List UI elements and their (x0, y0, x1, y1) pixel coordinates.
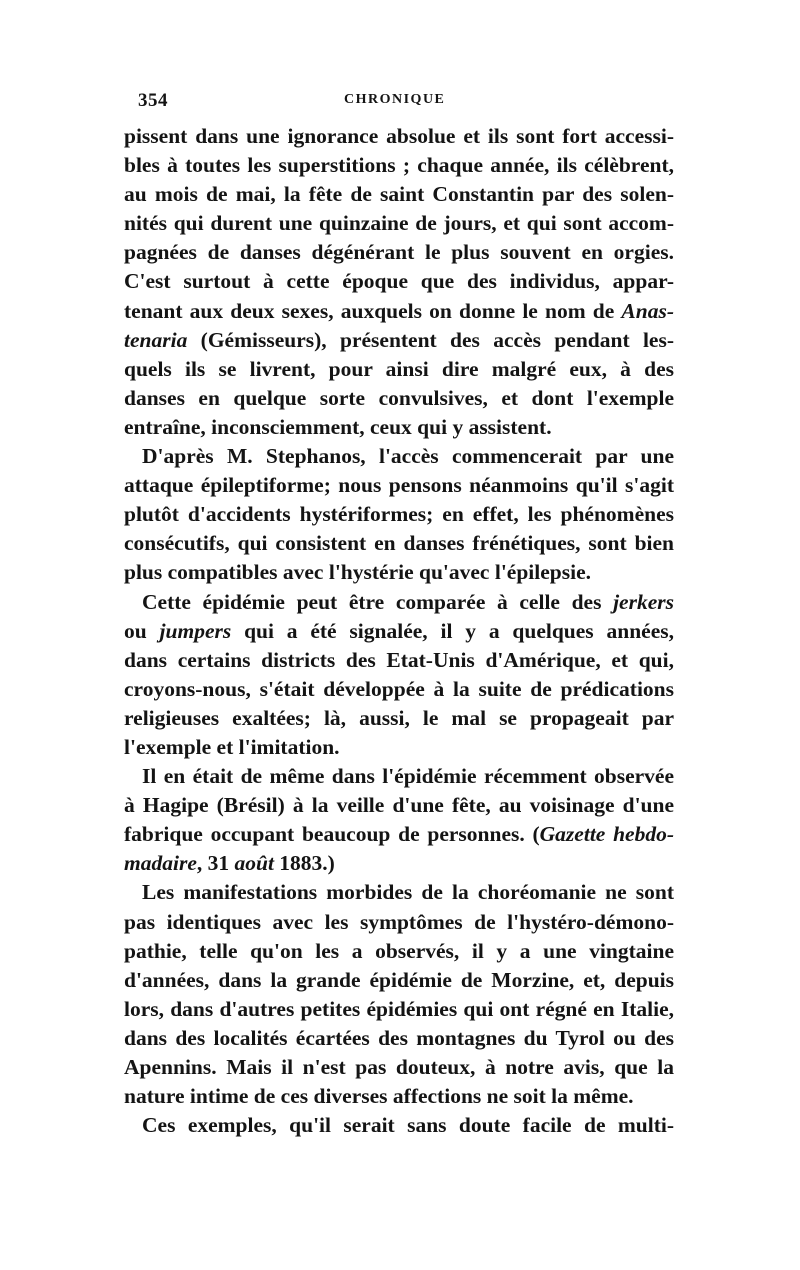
text-line: dans certains districts des Etat-Unis d'Amérique, et qui, (124, 647, 674, 672)
text-line: consécutifs, qui consistent en danses frénétiques, sont bien (124, 531, 674, 556)
text-line (124, 326, 674, 355)
italic-term: jerkers (613, 589, 674, 614)
text-segment: ou (124, 618, 160, 643)
italic-term: madaire (124, 851, 197, 876)
text-line (124, 297, 674, 326)
text-segment: 1883.) (273, 851, 335, 876)
text-line: danses en quelque sorte convulsives, et dont l'exemple (124, 385, 674, 410)
text-line: plutôt d'accidents hystériformes; en effet, les phénomènes (124, 502, 674, 527)
text-line: nature intime de ces diverses affections ne soit la même. (124, 1084, 634, 1109)
text-line: Il en était de même dans l'épidémie récemment observée (142, 764, 674, 789)
text-line: Les manifestations morbides de la choréomanie ne sont (142, 880, 674, 905)
text-line: croyons-nous, s'était développée à la suite de prédications (124, 676, 674, 701)
text-line: plus compatibles avec l'hystérie qu'avec l'épilepsie. (124, 560, 592, 585)
text-segment: fabrique occupant beaucoup de personnes. ( (124, 822, 540, 847)
page-number: 354 (138, 90, 168, 111)
text-line: quels ils se livrent, pour ainsi dire malgré eux, à des (124, 356, 674, 381)
text-line: d'années, dans la grande épidémie de Morzine, et, depuis (124, 967, 674, 992)
italic-term: tenaria (124, 327, 188, 352)
book-page (124, 88, 674, 1140)
text-segment: (Gémisseurs), présentent des accès pendant les- (187, 327, 674, 352)
text-segment: tenant aux deux sexes, auxquels on donne le nom de (124, 298, 622, 323)
text-line: religieuses exaltées; là, aussi, le mal se propageait par (124, 705, 674, 730)
text-line (124, 617, 674, 646)
text-line: lors, dans d'autres petites épidémies qui ont régné en Italie, (124, 996, 674, 1021)
text-line (124, 820, 674, 849)
italic-term: Anas- (621, 298, 674, 323)
italic-term: jumpers (159, 618, 232, 643)
text-line: C'est surtout à cette époque que des individus, appar- (124, 269, 674, 294)
text-line: D'après M. Stephanos, l'accès commencerait par une (142, 444, 674, 469)
text-line: à Hagipe (Brésil) à la veille d'une fête, au voisinage d'une (124, 793, 674, 818)
body-text (124, 122, 674, 1140)
text-line (124, 849, 674, 878)
text-line: pathie, telle qu'on les a observés, il y a une vingtaine (124, 938, 674, 963)
italic-term: Gazette hebdo- (539, 822, 674, 847)
running-title: CHRONIQUE (344, 92, 446, 107)
text-line: au mois de mai, la fête de saint Constantin par des solen- (124, 182, 674, 207)
text-line: entraîne, inconsciemment, ceux qui y assistent. (124, 414, 552, 439)
text-segment: qui a été signalée, il y a quelques années, (231, 618, 674, 643)
page-header (124, 88, 674, 118)
text-line: pagnées de danses dégénérant le plus souvent en orgies. (124, 240, 674, 265)
text-line: Ces exemples, qu'il serait sans doute facile de multi- (142, 1113, 674, 1138)
text-line (124, 588, 674, 617)
text-line: attaque épileptiforme; nous pensons néanmoins qu'il s'agit (124, 473, 674, 498)
text-line: nités qui durent une quinzaine de jours, et qui sont accom- (124, 211, 674, 236)
text-line: bles à toutes les superstitions ; chaque année, ils célèbrent, (124, 153, 674, 178)
text-line: l'exemple et l'imitation. (124, 734, 340, 759)
text-line: dans des localités écartées des montagnes du Tyrol ou des (124, 1025, 674, 1050)
text-segment: , 31 (196, 851, 235, 876)
text-line: pissent dans une ignorance absolue et ils sont fort accessi- (124, 124, 674, 148)
text-line: Apennins. Mais il n'est pas douteux, à notre avis, que la (124, 1055, 674, 1079)
text-line: pas identiques avec les symptômes de l'hystéro-démono- (124, 909, 674, 934)
text-segment: Cette épidémie peut être comparée à celle des (142, 589, 614, 614)
italic-term: août (234, 851, 274, 876)
